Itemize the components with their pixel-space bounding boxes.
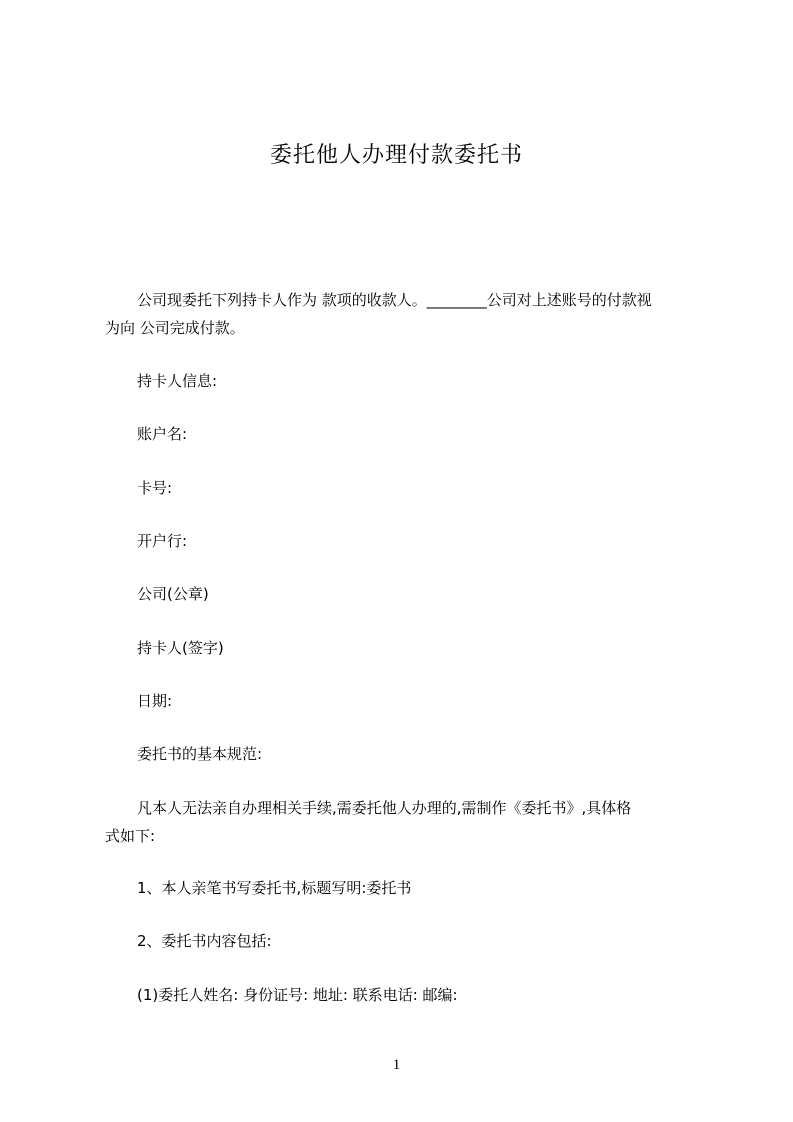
list-item-1: 1、本人亲笔书写委托书,标题写明:委托书 (137, 879, 412, 897)
list-item-2-sub-1: (1)委托人姓名: 身份证号: 地址: 联系电话: 邮编: (137, 986, 458, 1004)
intro-paragraph (105, 286, 705, 342)
bank-label: 开户行: (137, 532, 188, 550)
company-seal-label: 公司(公章) (137, 585, 209, 603)
holder-info-label: 持卡人信息: (137, 372, 218, 390)
norms-heading: 委托书的基本规范: (137, 745, 263, 763)
date-label: 日期: (137, 692, 173, 710)
list-item-2: 2、委托书内容包括: (137, 932, 272, 950)
document-title: 委托他人办理付款委托书 (269, 143, 523, 168)
norms-paragraph (105, 794, 705, 850)
intro-line-2: 为向 公司完成付款。 (105, 319, 245, 337)
card-number-label: 卡号: (137, 479, 173, 497)
intro-line-1: 公司现委托下列持卡人作为 款项的收款人。________公司对上述账号的付款视 (137, 291, 652, 309)
norms-line-2: 式如下: (105, 827, 156, 845)
page-number: 1 (392, 1057, 401, 1073)
account-name-label: 账户名: (137, 425, 188, 443)
norms-line-1: 凡本人无法亲自办理相关手续,需委托他人办理的,需制作《委托书》,具体格 (137, 799, 632, 817)
holder-signature-label: 持卡人(签字) (137, 639, 224, 657)
